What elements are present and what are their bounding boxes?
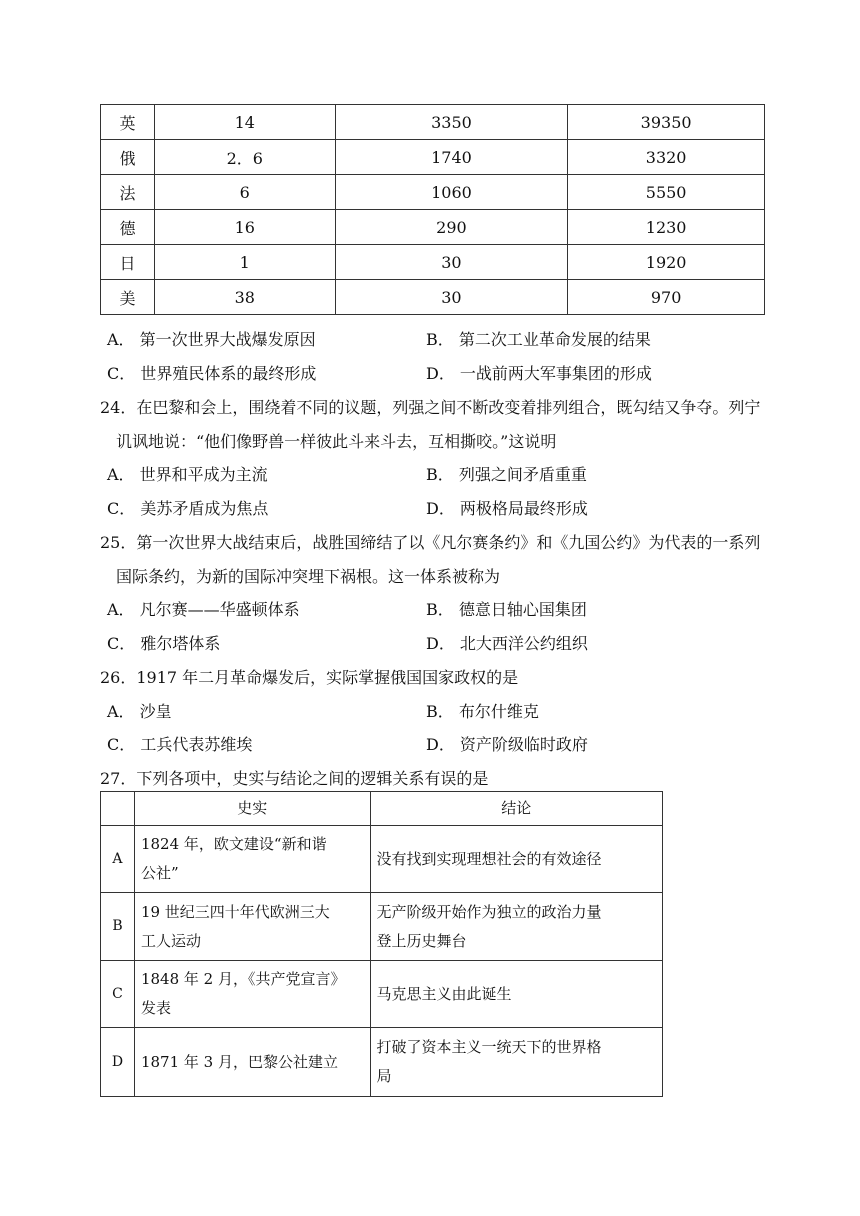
row-letter: B	[101, 893, 135, 961]
conclusion-cell	[370, 1028, 662, 1097]
q26-option-d[interactable]: D． 资产阶级临时政府	[426, 735, 588, 754]
country-cell: 德	[101, 210, 155, 245]
table-cell: 3320	[568, 140, 765, 175]
country-cell: 美	[101, 280, 155, 315]
table-row	[101, 1028, 663, 1097]
q25-option-d[interactable]: D． 北大西洋公约组织	[426, 634, 588, 653]
conclusion-line: 无产阶级开始作为独立的政治力量	[376, 902, 602, 921]
conclusion-cell	[370, 961, 662, 1028]
q25-option-b[interactable]: B． 德意日轴心国集团	[426, 600, 587, 619]
q23-option-b[interactable]: B． 第二次工业革命发展的结果	[426, 330, 651, 349]
country-cell: 法	[101, 175, 155, 210]
conclusion-line: 局	[376, 1067, 392, 1085]
table-cell: 14	[154, 105, 335, 140]
fact-line: 1848 年 2 月，《共产党宣言》	[140, 970, 346, 988]
table-cell: 2．6	[154, 140, 335, 175]
q24-option-d[interactable]: D． 两极格局最终形成	[426, 499, 588, 518]
table-row	[101, 826, 663, 893]
conclusion-line: 马克思主义由此诞生	[376, 984, 512, 1003]
q24-option-c[interactable]: C． 美苏矛盾成为焦点	[107, 499, 269, 518]
q24-option-b[interactable]: B． 列强之间矛盾重重	[426, 465, 587, 484]
country-cell: 俄	[101, 140, 155, 175]
table-cell: 39350	[568, 105, 765, 140]
country-cell: 日	[101, 245, 155, 280]
row-letter: C	[101, 961, 135, 1028]
table-cell: 3350	[335, 105, 568, 140]
table-cell: 1	[154, 245, 335, 280]
q26-option-b[interactable]: B． 布尔什维克	[426, 702, 539, 721]
header-blank-cell	[101, 792, 135, 826]
q27-stem: 27．下列各项中，史实与结论之间的逻辑关系有误的是	[100, 769, 489, 788]
q24-stem-line2: 讥讽地说：“他们像野兽一样彼此斗来斗去，互相撕咬。”这说明	[116, 432, 557, 451]
q26-option-a[interactable]: A． 沙皇	[107, 702, 172, 721]
table-cell: 16	[154, 210, 335, 245]
header-fact: 史实	[134, 792, 370, 826]
table-row	[101, 210, 765, 245]
q25-option-c[interactable]: C． 雅尔塔体系	[107, 634, 221, 653]
table-row	[101, 175, 765, 210]
q25-option-a[interactable]: A． 凡尔赛——华盛顿体系	[107, 600, 300, 619]
table-row	[101, 961, 663, 1028]
conclusion-cell	[370, 893, 662, 961]
table-cell: 970	[568, 280, 765, 315]
fact-cell	[134, 826, 370, 893]
conclusion-line: 登上历史舞台	[376, 931, 467, 950]
q23-option-c[interactable]: C． 世界殖民体系的最终形成	[107, 364, 317, 383]
q26-stem: 26．1917 年二月革命爆发后，实际掌握俄国国家政权的是	[100, 668, 519, 687]
q23-option-a[interactable]: A． 第一次世界大战爆发原因	[107, 330, 316, 349]
fact-cell	[134, 893, 370, 961]
row-letter: A	[101, 826, 135, 893]
table-cell: 1060	[335, 175, 568, 210]
table-row	[101, 280, 765, 315]
table-cell: 290	[335, 210, 568, 245]
fact-line: 工人运动	[140, 931, 201, 950]
fact-line: 1871 年 3 月，巴黎公社建立	[140, 1052, 338, 1071]
data-table	[100, 104, 765, 315]
q25-stem-line1: 25．第一次世界大战结束后，战胜国缔结了以《凡尔赛条约》和《九国公约》为代表的一系列	[100, 533, 761, 552]
fact-cell	[134, 961, 370, 1028]
conclusion-line: 没有找到实现理想社会的有效途径	[376, 849, 602, 868]
q24-stem-line1: 24．在巴黎和会上，围绕着不同的议题，列强之间不断改变着排列组合，既勾结又争夺。列宁	[100, 398, 761, 417]
table-row	[101, 245, 765, 280]
header-conclusion: 结论	[370, 792, 662, 826]
table-cell: 30	[335, 280, 568, 315]
q26-option-c[interactable]: C． 工兵代表苏维埃	[107, 735, 253, 754]
country-cell: 英	[101, 105, 155, 140]
q25-stem-line2: 国际条约，为新的国际冲突埋下祸根。这一体系被称为	[116, 567, 501, 586]
row-letter: D	[101, 1028, 135, 1097]
conclusion-cell	[370, 826, 662, 893]
table-row	[101, 105, 765, 140]
table-header-row	[101, 792, 663, 826]
fact-cell	[134, 1028, 370, 1097]
table-cell: 1740	[335, 140, 568, 175]
table-row	[101, 893, 663, 961]
table-cell: 6	[154, 175, 335, 210]
fact-line: 发表	[140, 999, 171, 1017]
q24-option-a[interactable]: A． 世界和平成为主流	[107, 465, 268, 484]
table-cell: 30	[335, 245, 568, 280]
q23-option-d[interactable]: D． 一战前两大军事集团的形成	[426, 364, 652, 383]
fact-line: 19 世纪三四十年代欧洲三大	[140, 902, 330, 921]
table-row	[101, 140, 765, 175]
fact-line: 1824 年，欧文建设“新和谐	[140, 835, 327, 853]
table-cell: 38	[154, 280, 335, 315]
table-cell: 5550	[568, 175, 765, 210]
table-cell: 1230	[568, 210, 765, 245]
table-cell: 1920	[568, 245, 765, 280]
fact-line: 公社”	[140, 864, 179, 882]
conclusion-line: 打破了资本主义一统天下的世界格	[376, 1038, 602, 1056]
q27-table	[100, 791, 663, 1097]
